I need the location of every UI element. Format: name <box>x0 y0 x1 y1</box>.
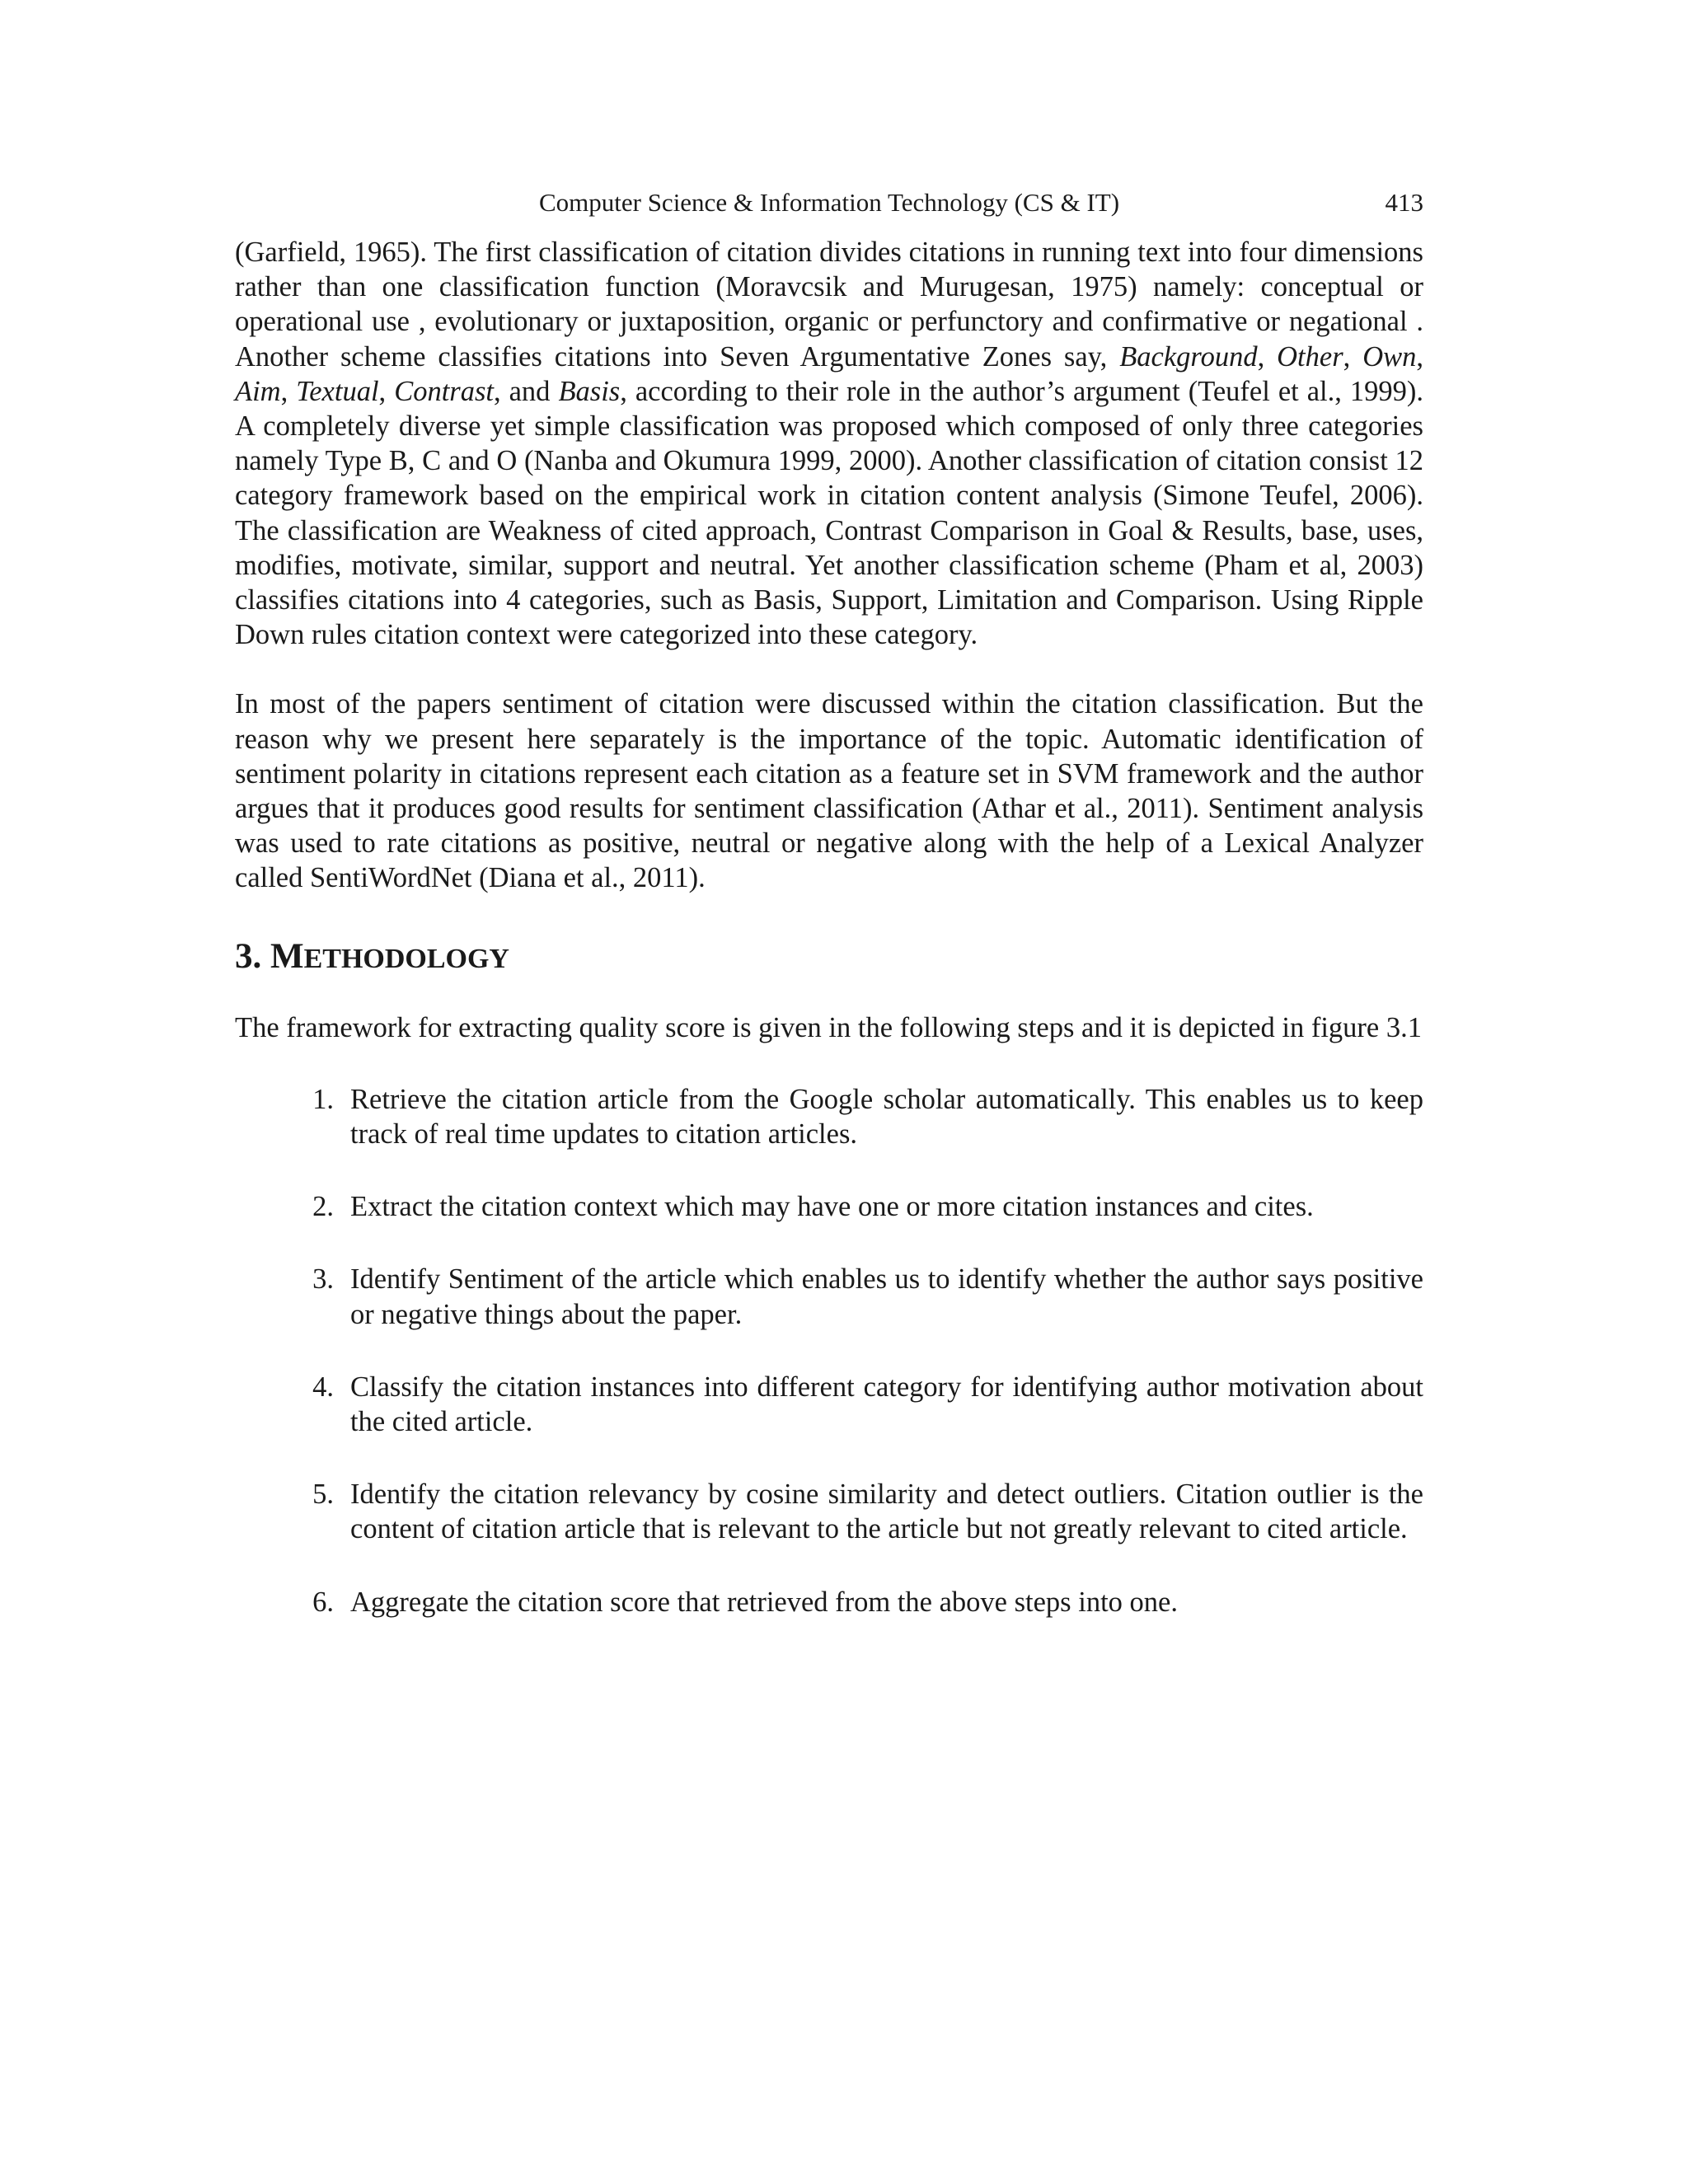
methodology-steps <box>235 1082 1423 1619</box>
list-item <box>235 1370 1423 1439</box>
step-number: 3. <box>312 1263 334 1296</box>
zone-term: Own <box>1362 340 1417 373</box>
list-item <box>235 1189 1423 1224</box>
separator: , <box>1416 340 1423 373</box>
section-heading <box>235 934 1423 982</box>
separator: , <box>378 375 395 407</box>
separator: , <box>1343 340 1363 373</box>
page-content <box>235 235 1423 1657</box>
paragraph-text: , according to their role in the author’s argument (Teufel et al., 1999). A completely diverse yet simple classification was proposed which composed of only three categories namely Type B, C and O (Nanba and Okumura 1999, 2000). Another classification of citation consist 12 category framework based on the empirical work in citation content analysis (Simone Teufel, 2006). The classification are Weakness of cited approach, Contrast Comparison in Goal & Results, base, uses, modifies, motivate, similar, support and neutral. Yet another classification scheme (Pham et al, 2003) classifies citations into 4 categories, such as Basis, Support, Limitation and Comparison. Using Ripple Down rules citation context were categorized into these category. <box>235 375 1424 651</box>
step-text: Aggregate the citation score that retrieved from the above steps into one. <box>350 1586 1178 1618</box>
paragraph-text: (Garfield, 1965). The first classification of citation divides citations in running text into four dimensions rather than one classification function (Moravcsik and Murugesan, 1975) namely: conceptual or operational use , evolutionary or juxtaposition, organic or perfunctory and confirmative or negational . Another scheme classifies citations into Seven Argumentative Zones say, <box>235 237 1423 373</box>
paragraph-citation-sentiment: In most of the papers sentiment of citation were discussed within the citation classification. But the reason why we present here separately is the importance of the topic. Automatic identification of sentiment polarity in citations represent each citation as a feature set in SVM framework and the author argues that it produces good results for sentiment classification (Athar et al., 2011). Sentiment analysis was used to rate citations as positive, neutral or negative along with the help of a Lexical Analyzer called SentiWordNet (Diana et al., 2011). <box>235 688 1423 894</box>
list-item <box>235 1082 1423 1151</box>
step-text: Extract the citation context which may have one or more citation instances and cites. <box>350 1191 1314 1223</box>
paragraph-citation-classification <box>235 235 1423 652</box>
step-number: 6. <box>312 1586 334 1618</box>
running-header <box>235 183 1423 223</box>
section-number: 3. <box>235 936 270 976</box>
section-intro: The framework for extracting quality score is given in the following steps and it is depicted in figure 3.1 <box>235 1011 1422 1043</box>
journal-title: Computer Science & Information Technology (CS & IT) <box>538 188 1120 217</box>
step-text: Identify the citation relevancy by cosine similarity and detect outliers. Citation outlier is the content of citation article that is relevant to the article but not greatly relevant to cited article. <box>350 1479 1423 1545</box>
step-number: 5. <box>312 1479 334 1511</box>
step-text: Classify the citation instances into different category for identifying author motivation about the cited article. <box>350 1371 1423 1438</box>
separator: , <box>280 375 297 407</box>
page-number: 413 <box>1385 188 1423 217</box>
zone-term: Other <box>1277 340 1343 373</box>
zone-term: Background <box>1119 340 1258 373</box>
zone-term: Basis <box>558 375 621 407</box>
list-item <box>235 1585 1423 1619</box>
separator: , <box>1257 340 1278 373</box>
separator: , and <box>493 375 559 407</box>
step-number: 2. <box>312 1191 334 1223</box>
step-number: 4. <box>312 1371 334 1403</box>
step-text: Retrieve the citation article from the Google scholar automatically. This enables us to keep track of real time updates to citation articles. <box>350 1083 1423 1151</box>
list-item <box>235 1477 1423 1546</box>
step-number: 1. <box>312 1083 334 1115</box>
step-text: Identify Sentiment of the article which enables us to identify whether the author says positive or negative things about the paper. <box>350 1263 1423 1330</box>
section-title-initial: M <box>270 936 304 976</box>
list-item <box>235 1262 1423 1331</box>
zone-term: Aim <box>235 375 281 407</box>
section-title-rest: ETHODOLOGY <box>303 943 509 974</box>
zone-term: Contrast <box>394 375 494 407</box>
zone-term: Textual <box>296 375 379 407</box>
